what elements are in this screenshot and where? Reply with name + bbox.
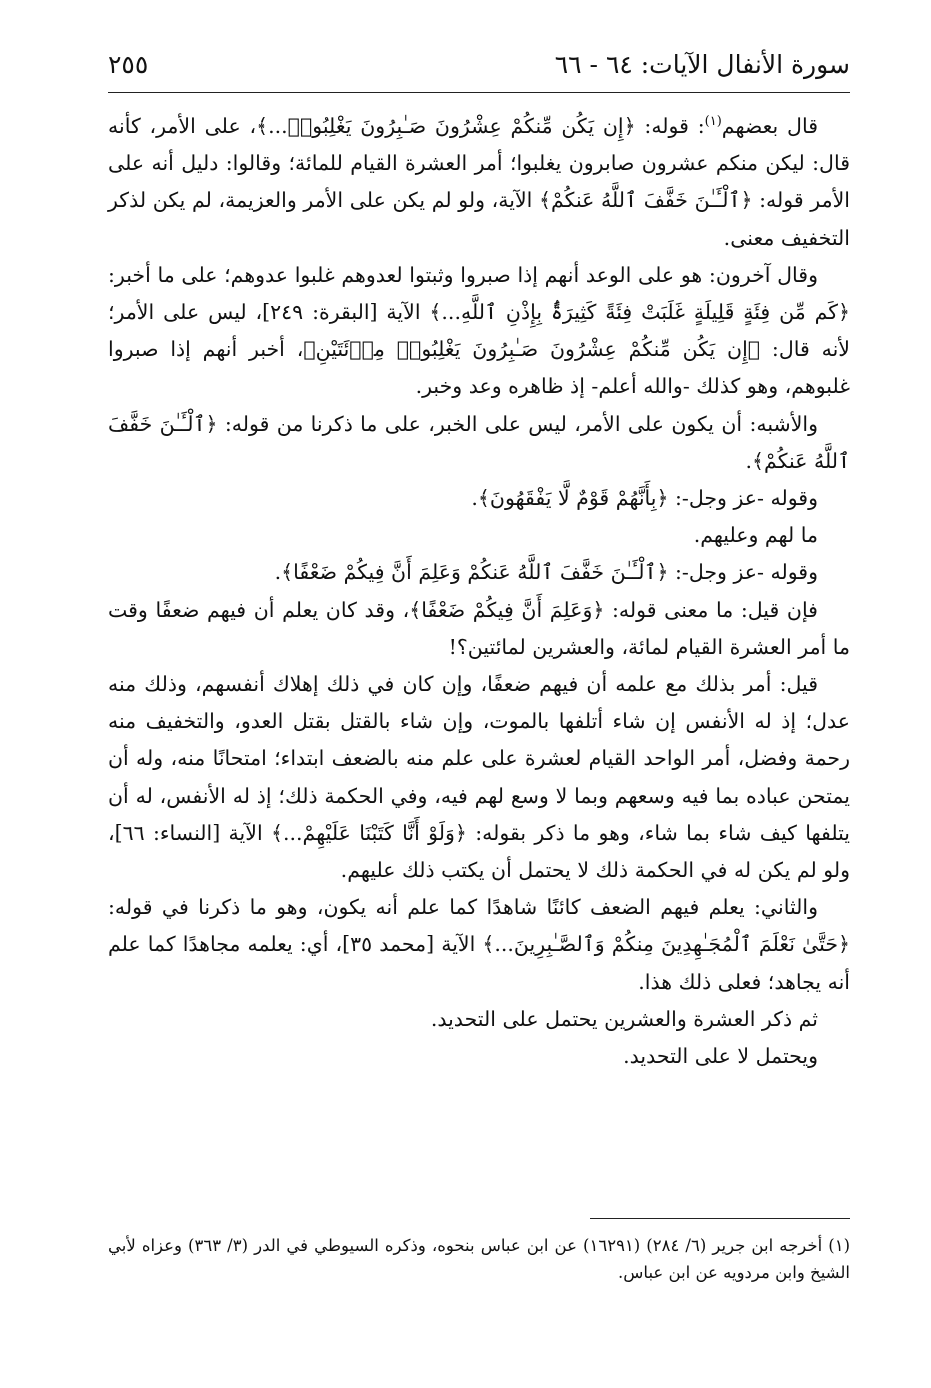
- main-text: [108, 108, 850, 1075]
- page-number: ٢٥٥: [108, 50, 149, 79]
- paragraph: ثم ذكر العشرة والعشرين يحتمل على التحديد.: [430, 1006, 818, 1031]
- paragraph: والثاني: يعلم فيهم الضعف كائنًا شاهدًا كما علم أنه يكون، وهو ما ذكرنا في قوله: ﴿حَتَّىٰ نَعْلَمَ ٱلْمُجَـٰهِدِينَ مِنكُمْ وَٱلصَّـٰبِرِينَ...﴾ الآية [محمد ٣٥]، أي: يعلمه مجاهدًا كما علم أنه يجاهد؛ فعلى ذلك هذا.: [108, 895, 850, 994]
- footnote-text: (١) أخرجه ابن جرير (٦/ ٢٨٤) (١٦٢٩١) عن ابن عباس بنحوه، وذكره السيوطي في الدر (٣/ ٣٦٣) وعزاه لأبي الشيخ وابن مردويه عن ابن عباس.: [108, 1236, 850, 1282]
- paragraph: وقوله -عز وجل-: ﴿ٱلْـَٔـٰنَ خَفَّفَ ٱللَّهُ عَنكُمْ وَعَلِمَ أَنَّ فِيكُمْ ضَعْفًا﴾.: [274, 560, 818, 585]
- paragraph: [108, 108, 850, 257]
- paragraph: ما لهم وعليهم.: [693, 523, 818, 548]
- paragraph: وقال آخرون: هو على الوعد أنهم إذا صبروا وثبتوا لعدوهم غلبوا عدوهم؛ على ما أخبر: ﴿كَم مِّن فِئَةٍ قَلِيلَةٍ غَلَبَتْ فِئَةً كَثِيرَةًۢ بِإِذْنِ ٱللَّهِ...﴾ الآية [البقرة: ٢٤٩]، ليس على الأمر؛ لأنه قال: ﴿إِن يَكُن مِّنكُمْ عِشْرُونَ صَـٰبِرُونَ يَغْلِبُوا۟ مِا۟ئَتَيْنِ﴾، أخبر أنهم إذا صبروا غلبوهم، وهو كذلك -والله أعلم- إذ ظاهره وعد وخبر.: [108, 262, 851, 399]
- running-title: سورة الأنفال الآيات: ٦٤ - ٦٦: [554, 50, 850, 79]
- paragraph: ويحتمل لا على التحديد.: [623, 1044, 818, 1069]
- paragraph: قيل: أمر بذلك مع علمه أن فيهم ضعفًا، وإن كان في ذلك إهلاك أنفسهم، وذلك منه عدل؛ إذ له الأنفس إن شاء أتلفها بالموت، وإن شاء بالقتل بقتل العدو، والتخفيف منه رحمة وفضل، أمر الواحد القيام لعشرة على علم منه بالضعف ابتداء؛ امتحانًا منه، وله أن يمتحن عباده بما فيه وسعهم وبما لا وسع لهم فيه، وفي الحكمة ذلك؛ إذ له الأنفس، له أن يتلفها كيف شاء بما شاء، وهو ما ذكر بقوله: ﴿وَلَوْ أَنَّا كَتَبْنَا عَلَيْهِمْ...﴾ الآية [النساء: ٦٦]، ولو لم يكن له في الحكمة ذلك لا يحتمل أن يكتب ذلك عليهم.: [108, 672, 850, 883]
- paragraph: والأشبه: أن يكون على الأمر، ليس على الخبر، على ما ذكرنا من قوله: ﴿ٱلْـَٔـٰنَ خَفَّفَ ٱللَّهُ عَنكُمْ﴾.: [108, 411, 850, 473]
- footnote: [108, 1232, 850, 1286]
- paragraph: وقوله -عز وجل-: ﴿بِأَنَّهُمْ قَوْمٌ لَّا يَفْقَهُونَ﴾.: [471, 486, 818, 511]
- page-header: [108, 42, 850, 93]
- footnote-reference: (١): [704, 114, 722, 130]
- paragraph-text: : قوله: ﴿إِن يَكُن مِّنكُمْ عِشْرُونَ صَـٰبِرُونَ يَغْلِبُوا۟...﴾، على الأمر، كأنه قال: ليكن منكم عشرون صابرون يغلبوا؛ أمر العشرة القيام للمائة؛ وقالوا: دليل أنه على الأمر قوله: ﴿ٱلْـَٔـٰنَ خَفَّفَ ٱللَّهُ عَنكُمْ﴾ الآية، ولو لم يكن على الأمر والعزيمة، لم يكن لذكر التخفيف معنى.: [108, 114, 850, 250]
- paragraph-lead: قال بعضهم: [721, 114, 819, 138]
- paragraph: فإن قيل: ما معنى قوله: ﴿وَعَلِمَ أَنَّ فِيكُمْ ضَعْفًا﴾، وقد كان يعلم أن فيهم ضعفًا وقت ما أمر العشرة القيام لمائة، والعشرين لمائتين؟!: [108, 597, 850, 659]
- footnote-separator: [590, 1218, 850, 1219]
